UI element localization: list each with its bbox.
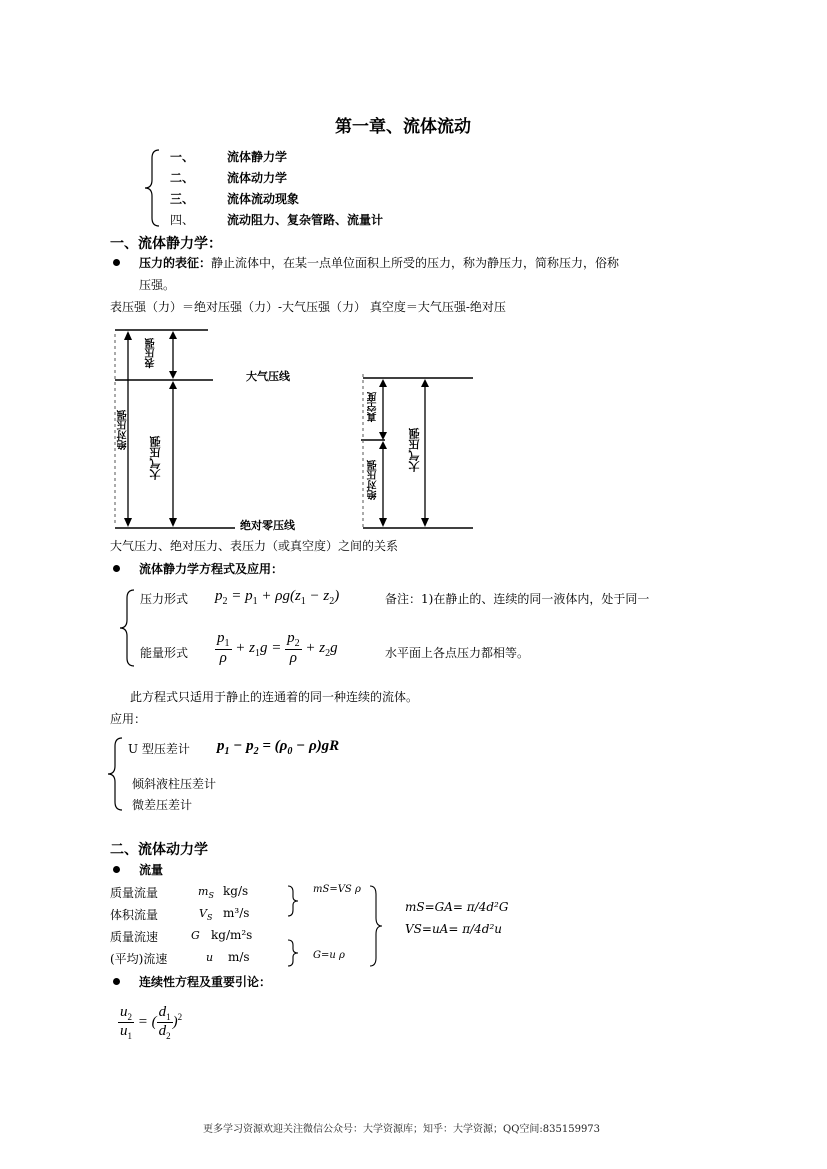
label-vacuum: 真空度 <box>368 392 379 422</box>
toc-brace <box>143 148 163 228</box>
continuity-heading: 连续性方程及重要引论： <box>139 975 272 989</box>
bullet <box>113 978 120 985</box>
applicability-note: 此方程式只适用于静止的连通着的同一种连续的流体。 <box>130 690 419 704</box>
pressure-definition <box>139 254 619 271</box>
row-sym-velocity: u <box>206 951 214 964</box>
row-name-volume-flow: 体积流量 <box>110 908 159 922</box>
note-line1: 备注：1)在静止的、连续的同一液体内，处于同一 <box>385 592 650 606</box>
flow-label: 流量 <box>139 863 164 877</box>
formula-mass-flow: mS=GA= π/4d²G <box>405 900 509 914</box>
section-heading-dynamics: 二、流体动力学 <box>110 842 208 858</box>
toc-num-2: 二、 <box>170 171 195 185</box>
row-name-mass-velocity: 质量流速 <box>110 930 159 944</box>
toc-label-1: 流体静力学 <box>227 150 288 164</box>
pressure-form-equation: $p_2 = p_1 + \rho g(z_1 - z_2)$ <box>215 588 340 607</box>
bullet <box>113 866 120 873</box>
bullet <box>113 565 120 572</box>
small-brace-2 <box>286 938 300 968</box>
row-name-velocity: (平均)流速 <box>110 952 168 966</box>
equation-heading: 流体静力学方程式及应用： <box>139 562 284 576</box>
toc-num-3: 三、 <box>170 192 195 206</box>
diagram-caption: 大气压力、绝对压力、表压力（或真空度）之间的关系 <box>110 539 399 553</box>
footer-notice: 更多学习资源欢迎关注微信公众号：大学资源库；知乎：大学资源；QQ空间:835159973 <box>203 1124 601 1135</box>
pressure-diagram <box>113 322 475 532</box>
label-atm-line: 大气压线 <box>246 370 290 383</box>
relation-ms-vs: mS=VS ρ <box>313 884 361 895</box>
application-brace <box>106 736 124 812</box>
u-tube-equation: $p_1 - p_2 = (\rho_0 - \rho)gR$ <box>217 738 340 757</box>
app-item-micro: 微差压差计 <box>132 798 193 812</box>
row-sym-volume-flow: $V_S$ <box>199 907 213 923</box>
row-unit-mass-velocity: kg/m²s <box>211 928 253 942</box>
large-brace <box>368 884 384 968</box>
app-item-inclined: 倾斜液柱压差计 <box>132 777 217 791</box>
note-line2: 水平面上各点压力都相等。 <box>385 646 530 660</box>
toc-label-4: 流动阻力、复杂管路、流量计 <box>227 213 384 227</box>
formula-volume-flow: VS=uA= π/4d²u <box>405 922 502 936</box>
pressure-relation-line: 表压强（力）＝绝对压强（力）-大气压强（力） 真空度＝大气压强-绝对压 <box>110 300 506 314</box>
row-unit-mass-flow: kg/s <box>223 884 249 898</box>
label-atm-pressure-2: 大气压强 <box>408 428 421 472</box>
app-item-u-tube: U 型压差计 <box>128 742 190 756</box>
application-label: 应用： <box>110 712 147 726</box>
label-absolute-pressure-2: 绝对压强 <box>368 460 379 500</box>
pressure-colon: ： <box>199 256 212 270</box>
relation-g-u: G=u ρ <box>313 950 345 961</box>
pressure-def-line2: 压强。 <box>139 278 176 292</box>
label-absolute-pressure: 绝对压强 <box>118 410 129 450</box>
toc-label-2: 流体动力学 <box>227 171 288 185</box>
pressure-def-line1: 静止流体中，在某一点单位面积上所受的压力，称为静压力，简称压力，俗称 <box>211 256 620 270</box>
row-sym-mass-flow: $m_S$ <box>198 885 214 901</box>
toc-num-1: 一、 <box>170 150 195 164</box>
label-atm-pressure: 大气压强 <box>149 436 162 480</box>
section-heading-statics: 一、流体静力学： <box>110 236 222 252</box>
small-brace-1 <box>286 884 300 918</box>
label-gauge-pressure: 表压强 <box>146 338 157 368</box>
equation-brace <box>118 588 136 668</box>
form-pressure-label: 压力形式 <box>140 592 189 606</box>
row-name-mass-flow: 质量流量 <box>110 886 159 900</box>
page-title: 第一章、流体流动 <box>335 117 471 137</box>
label-absolute-zero-line: 绝对零压线 <box>240 519 295 532</box>
form-energy-label: 能量形式 <box>140 646 189 660</box>
toc-num-4: 四、 <box>170 213 195 227</box>
row-unit-velocity: m/s <box>228 950 250 964</box>
row-sym-mass-velocity: G <box>191 929 200 942</box>
row-unit-volume-flow: m³/s <box>223 906 250 920</box>
energy-form-equation: $\frac{p_1}{\rho}$ + $z_1g$ = $\frac{p_2}{\rho}$ + $z_2g$ <box>217 630 338 666</box>
continuity-equation: $\frac{u_2}{u_1}$ = ( $\frac{d_1}{d_2}$ )$^2$ <box>120 1004 183 1041</box>
pressure-term: 压力的表征 <box>139 256 200 270</box>
toc-label-3: 流体流动现象 <box>227 192 300 206</box>
bullet <box>113 259 120 266</box>
